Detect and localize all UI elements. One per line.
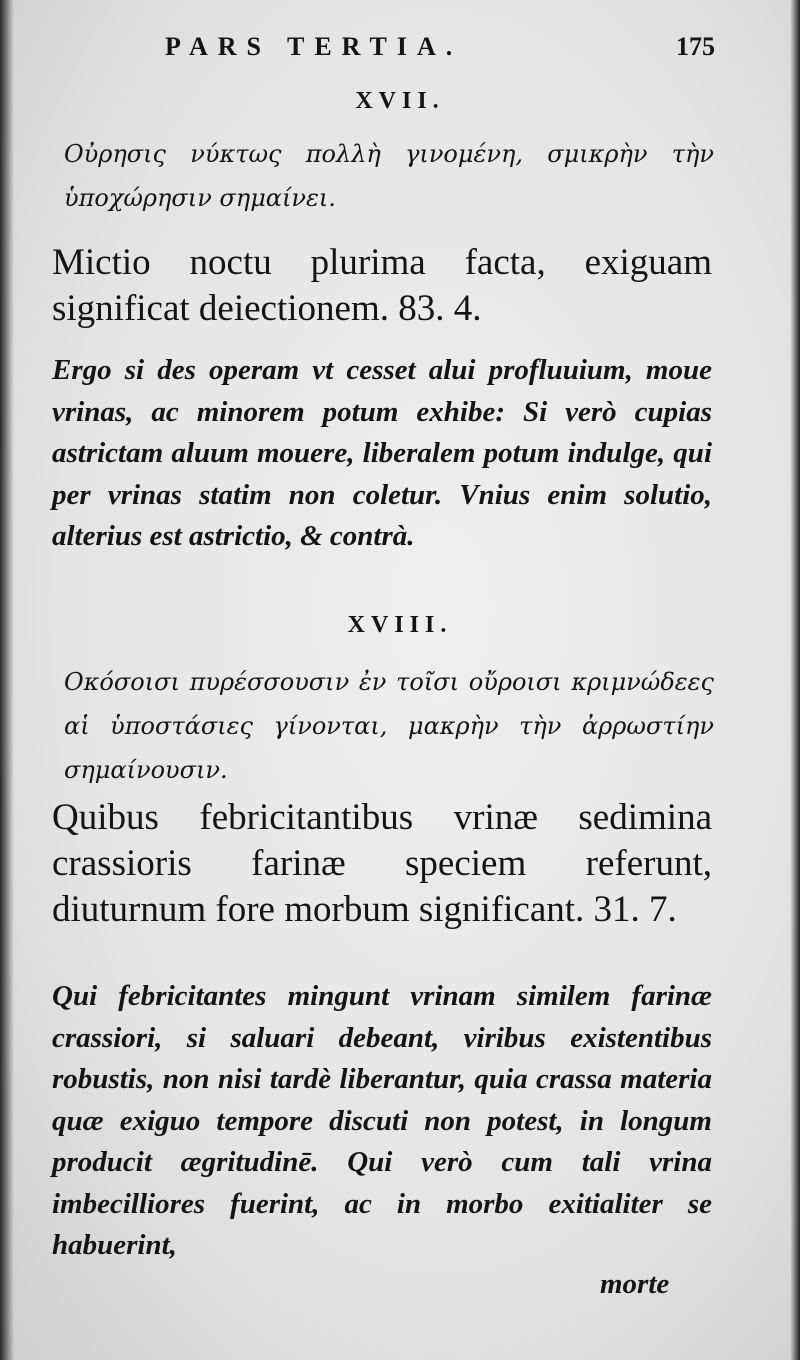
commentary-xviii: Qui febricitantes mingunt vrinam similem farinæ crassiori, si saluari debeant, viribus existentibus robustis, non nisi tardè liberantur, quia crassa materia quæ exiguo tempore discuti non potest, in longum producit ægritudinē. Qui verò cum tali vrina imbecilliores fuerint, ac in morbo exitialiter se habuerint,	[52, 980, 712, 1261]
commentary-xvii: Ergo si des operam vt cesset alui profluuium, moue vrinas, ac minorem potum exhibe: Si verò cupias astrictam aluum mouere, liberalem potum indulge, qui per vrinas statim non coletur. Vnius enim solutio, alterius est astrictio, & contrà.	[52, 354, 712, 552]
greek-aphorism-xvii: Οὐρησις νύκτως πολλὴ γινομένη, σμικρὴν τὴν ὑποχώρησιν σημαίνει.	[64, 140, 714, 212]
page-shadow-right	[790, 0, 800, 1360]
running-head	[0, 28, 800, 68]
running-title: PARS TERTIA.	[165, 32, 463, 61]
page-number: 175	[676, 32, 715, 61]
greek-aphorism-xviii: Οκόσοισι πυρέσσουσιν ἐν τοῖσι οὔροισι κριμνώδεες αἱ ὑποστάσιες γίνονται, μακρὴν τὴν ἀρρωστίην σημαίνουσιν.	[64, 668, 714, 784]
section-heading-xviii: XVIII.	[347, 612, 453, 638]
latin-aphorism-xviii: Quibus febricitantibus vrinæ sedimina crassioris farinæ speciem referunt, diuturnum fore morbum significant. 31. 7.	[52, 797, 712, 930]
catchword: morte	[600, 1268, 670, 1300]
latin-aphorism-xvii: Mictio noctu plurima facta, exiguam significat deiectionem. 83. 4.	[52, 242, 712, 329]
page-shadow-left	[0, 0, 14, 1360]
section-heading-xvii: XVII.	[355, 88, 445, 114]
